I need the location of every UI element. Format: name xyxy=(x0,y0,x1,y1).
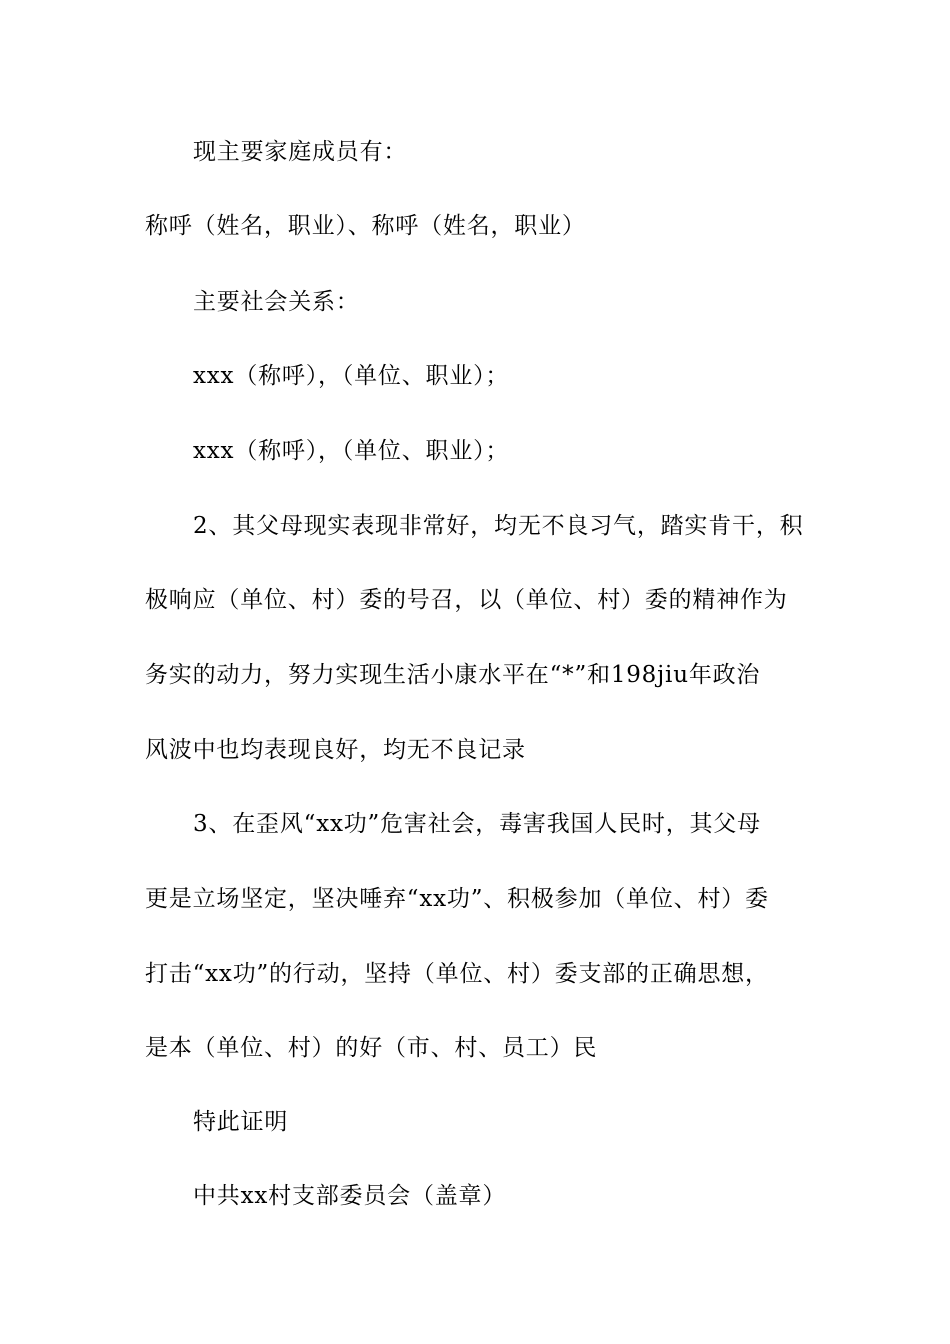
text-line: xxx（称呼），（单位、职业）； xyxy=(193,363,510,389)
text-line: 主要社会关系： xyxy=(193,289,360,315)
text-line: 现主要家庭成员有： xyxy=(193,139,408,165)
text-line: 极响应（单位、村）委的号召，以（单位、村）委的精神作为 xyxy=(145,587,788,613)
text-line: 风波中也均表现良好，均无不良记录 xyxy=(145,737,526,763)
closing-line: 特此证明 xyxy=(193,1109,289,1135)
text-line: 更是立场坚定，坚决唾弃“xx功”、积极参加（单位、村）委 xyxy=(145,886,769,912)
text-line: 务实的动力，努力实现生活小康水平在“*”和198jiu年政治 xyxy=(145,662,761,688)
signature-line: 中共xx村支部委员会（盖章） xyxy=(193,1183,507,1209)
text-line: 称呼（姓名，职业）、称呼（姓名，职业） xyxy=(145,213,586,239)
text-line: 2、其父母现实表现非常好，均无不良习气，踏实肯干，积 xyxy=(193,513,804,539)
text-line: 打击“xx功”的行动，坚持（单位、村）委支部的正确思想， xyxy=(145,961,769,987)
text-line: xxx（称呼），（单位、职业）； xyxy=(193,438,510,464)
text-line: 3、在歪风“xx功”危害社会，毒害我国人民时，其父母 xyxy=(193,811,761,837)
text-line: 是本（单位、村）的好（市、村、员工）民 xyxy=(145,1035,598,1061)
